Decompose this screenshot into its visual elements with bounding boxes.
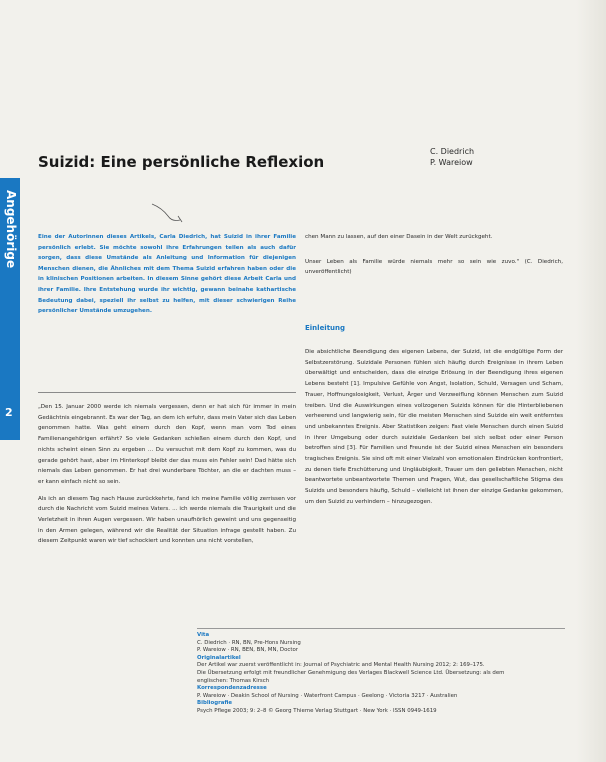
body-text-right: Die absichtliche Beendigung des eigenen Lebens, der Suizid, ist die endgültige Form der Selbstzerstörung. Suizidale Personen fühlen sich häufig durch Ereignisse in ihrem Leben überwältigt und entscheiden, dass die einzige Erlösung in der Beendigung ihres eigenen Lebens besteht [1]. Impulsive Gefühle von Angst, Isolation, Schuld, Versagen und Scham, Trauer, Hoffnungslosigkeit, Verlust, Ärger und Verzweiflung können Menschen zum Suizid treiben. Und die Auswirkungen eines vollzogenen Suizids können für die Hinterbliebenen verheerend und langwierig sein, für die meisten Menschen sind Suizide ein weit entferntes und unbekanntes Ereignis. Aber Statistiken zeigen: Fast viele Menschen durch einen Suizid in ihrer Umgebung oder durch suizidale Gedanken bei sich selbst oder einer Person betroffen sind [3]. Für Familien und Freunde ist der Suizid eines Menschen ein besonders tragisches Ereignis. Sie sind oft mit einer Vielzahl von emotionalen Eindrücken konfrontiert, zu denen tiefe Erschütterung und Ungläubigkeit, Trauer um den geliebten Menschen, nicht beantwortete unbeantwortete Themen und Fragen, Wut, das gesellschaftliche Stigma des Suizids und besonders häufig, Schuld – vielleicht ist ihnen der einzige Gedanke gekommen, um den Suizid zu verhindern – hinzugezogen.: [305, 349, 563, 505]
page-number: 2: [5, 406, 13, 419]
quote-paragraph: Unser Leben als Familie würde niemals mehr so sein wie zuvo." (C. Diedrich, unveröffentlicht): [305, 258, 563, 276]
article-title: Suizid: Eine persönliche Reflexion: [38, 153, 325, 171]
body-text-left: [38, 402, 296, 553]
author-name: C. Diedrich: [430, 147, 475, 156]
section-heading: Einleitung: [305, 324, 346, 332]
footer-line: Die Übersetzung erfolgt mit freundlicher Genehmigung des Verlages Blackwell Science Ltd. Übersetzung: als dem: [197, 669, 505, 676]
body-paragraph: Als ich an diesem Tag nach Hause zurückkehrte, fand ich meine Familie völlig zerrissen vor durch die Nachricht vom Suizid meines Vaters. ... ich werde niemals die Traurigkeit und die Verletzheit in ihren Augen vergessen. Wir haben unaufhörlich geweint und uns gegenseitig in den Armen gelegen, während wir die Realität der Situation infrage gestellt haben. Zu diesem Zeitpunkt waren wir tief schockiert und konnten uns nicht vorstellen,: [38, 495, 296, 545]
article-footer: [197, 628, 565, 716]
author-list: [430, 146, 474, 168]
divider: [38, 392, 296, 393]
footer-line: C. Diedrich · RN, BN, Pre-Hons Nursing: [197, 639, 301, 646]
footer-heading: Originalartikel: [197, 654, 241, 661]
footer-heading: Bibliografie: [197, 700, 233, 707]
author-name: P. Wareiow: [430, 158, 473, 167]
section-label: Angehörige: [4, 190, 18, 269]
footer-line: Der Artikel war zuerst veröffentlicht in: Journal of Psychiatric and Mental Health Nursing 2012; 2: 169–175.: [197, 662, 485, 669]
footer-line: P. Wareiow · Deakin School of Nursing · Waterfront Campus · Geelong · Victoria 3217 · Australien: [197, 692, 458, 699]
page-edge-shadow: [576, 0, 606, 762]
footer-divider: [197, 628, 565, 629]
quote-paragraph: chen Mann zu lassen, auf den einer Dasein in der Welt zurückgeht.: [305, 234, 493, 240]
intro-quote: [305, 232, 563, 292]
footer-heading: Korrespondenzadresse: [197, 685, 267, 692]
footer-line: englischen: Thomas Kirsch: [197, 677, 270, 684]
footer-line: Psych Pflege 2003; 9: 2–8 © Georg Thieme Verlag Stuttgart · New York · ISSN 0949-1619: [197, 707, 437, 714]
article-abstract: Eine der Autorinnen dieses Artikels, Carla Diedrich, hat Suizid in ihrer Familie persönlich erlebt. Sie möchte sowohl ihre Erfahrungen teilen als auch dafür sorgen, dass diese Umstände als Anleitung und Information für diejenigen Menschen dienen, die Ähnliches mit dem Thema Suizid erfahren haben oder die in klinischen Positionen arbeiten. In diesem Sinne gehört diese Arbeit Carla und ihrer Familie. Ihre Entstehung wurde ihr wichtig, gewann beinahe kathartische Bedeutung dabei, speziell ihr selbst zu helfen, mit dieser schwierigen Reihe persönlicher Umstände umzugehen.: [38, 234, 296, 315]
body-paragraph: „Den 15. Januar 2000 werde ich niemals vergessen, denn er hat sich für immer in mein Gedächtnis eingebrannt. Es war der Tag, an dem ich erfuhr, dass mein Vater sich das Leben genommen hatte. Was geht einem durch den Kopf, wenn man vom Tod eines Familienangehörigen erfährt? So viele Gedanken schießen einem durch den Kopf, und nichts scheint einen Sinn zu ergeben ... Du versuchst mit dem Kopf zu kommen, was du gerade gehört hast, aber im Hinterkopf bleibt der das muss ein Fehler sein! Dad hätte sich niemals das Leben genommen. Er hat drei wunderbare Töchter, an die er dachten muss – er kann einfach nicht so sein.: [38, 404, 296, 485]
ornament-icon: [150, 202, 186, 226]
footer-heading: Vita: [197, 632, 210, 638]
footer-line: P. Wareiow · RN, BEN, BN, MN, Doctor: [197, 647, 298, 654]
